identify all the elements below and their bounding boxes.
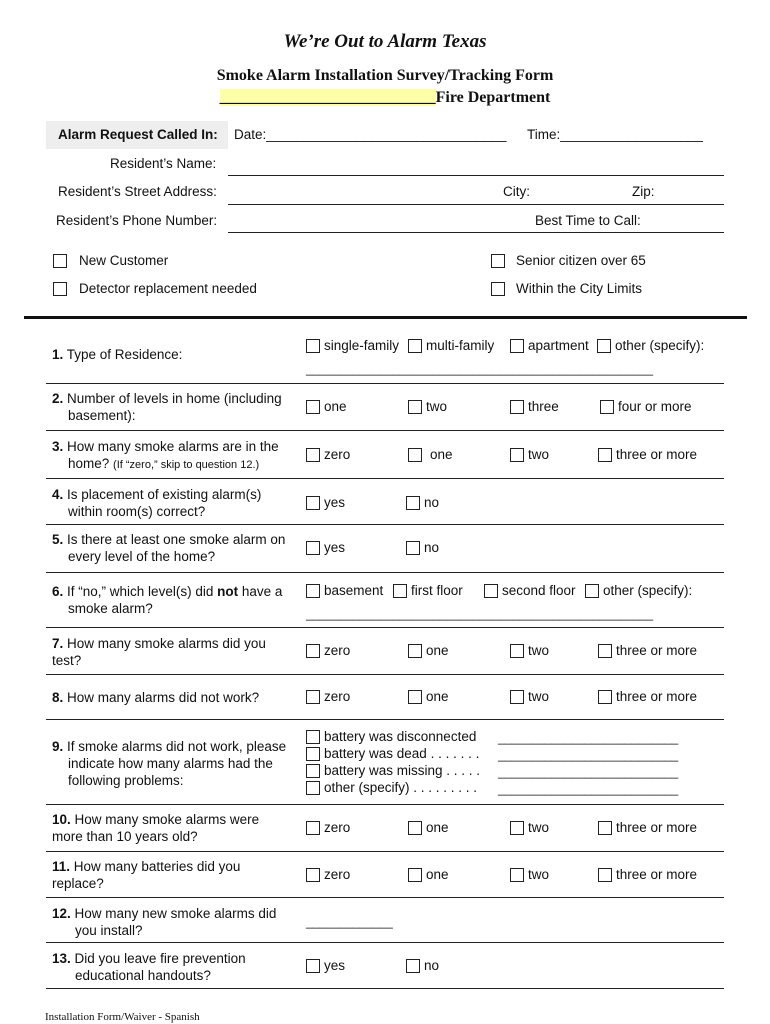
checkbox-icon	[306, 959, 320, 973]
checkbox-icon	[510, 339, 524, 353]
option-label: other (specify) . . . . . . . . .	[324, 780, 478, 795]
option-label: three or more	[616, 867, 698, 882]
question-number: 13.	[52, 951, 71, 966]
time-field[interactable]: Time:___________________	[527, 127, 703, 142]
q8-option-three-or-more[interactable]	[598, 689, 697, 704]
checkbox-icon	[484, 584, 498, 598]
called-in-label: Alarm Request Called In:	[58, 127, 218, 142]
checkbox-icon	[306, 747, 320, 761]
question-text: If “no,” which level(s) did	[67, 584, 218, 599]
option-label: three or more	[616, 447, 698, 462]
checkbox-icon	[306, 496, 320, 510]
row-divider	[46, 719, 724, 720]
checkbox-icon	[600, 400, 614, 414]
checkbox-icon	[306, 448, 320, 462]
question-13	[52, 950, 246, 984]
checkbox-icon	[306, 644, 320, 658]
question-number: 4.	[52, 487, 64, 502]
checkbox-icon	[306, 730, 320, 744]
question-text: How many alarms did not work?	[67, 690, 260, 705]
q8-option-zero[interactable]	[306, 689, 350, 704]
city-label: City:	[503, 184, 530, 199]
question-number: 7.	[52, 636, 64, 651]
phone-field[interactable]	[228, 232, 724, 233]
resident-name-field[interactable]	[228, 175, 724, 176]
question-2	[52, 390, 282, 424]
checkbox-icon	[306, 781, 320, 795]
q2-option-two[interactable]	[408, 399, 447, 414]
senior-label: Senior citizen over 65	[516, 253, 646, 268]
option-label: three or more	[616, 689, 698, 704]
option-label: battery was disconnected	[324, 729, 477, 744]
q6-option-first-floor[interactable]	[393, 583, 463, 598]
question-7	[52, 635, 266, 669]
option-label: apartment	[528, 338, 589, 353]
row-divider	[46, 430, 724, 431]
question-9	[52, 738, 286, 789]
question-text: Did you leave fire prevention	[74, 951, 246, 966]
option-label: battery was missing . . . . .	[324, 763, 481, 778]
option-label: one	[324, 399, 347, 414]
checkbox-icon	[306, 584, 320, 598]
date-field[interactable]: Date:________________________________	[234, 127, 507, 142]
option-label: zero	[324, 867, 351, 882]
resident-name-label: Resident’s Name:	[110, 156, 217, 171]
option-label: first floor	[411, 583, 463, 598]
zip-label: Zip:	[632, 184, 655, 199]
checkbox-icon	[408, 400, 422, 414]
option-label: second floor	[502, 583, 576, 598]
option-label: three or more	[616, 643, 698, 658]
q11-option-three-or-more[interactable]	[598, 867, 697, 882]
checkbox-icon	[598, 644, 612, 658]
row-divider	[46, 988, 724, 989]
q9-problem-other[interactable]	[306, 780, 477, 795]
option-label: one	[426, 820, 449, 835]
question-text: you install?	[75, 923, 143, 938]
checkbox-icon	[510, 690, 524, 704]
checkbox-icon	[510, 644, 524, 658]
option-label: other (specify):	[615, 338, 705, 353]
question-10	[52, 811, 259, 845]
option-label: no	[424, 958, 440, 973]
row-divider	[46, 524, 724, 525]
option-label: zero	[324, 689, 351, 704]
q13-option-yes[interactable]	[306, 958, 345, 973]
form-title: We’re Out to Alarm Texas	[283, 31, 487, 52]
checkbox-icon	[598, 448, 612, 462]
question-text: have a	[238, 584, 283, 599]
form-subtitle: Smoke Alarm Installation Survey/Tracking Form	[216, 67, 554, 84]
checkbox-icon	[408, 868, 422, 882]
option-label: one	[426, 643, 449, 658]
option-label: three	[528, 399, 559, 414]
checkbox-icon	[306, 690, 320, 704]
option-label: two	[528, 689, 550, 704]
option-label: basement	[324, 583, 384, 598]
option-label: single-family	[324, 338, 400, 353]
q1-option-multi-family[interactable]	[408, 338, 494, 353]
row-divider	[46, 804, 724, 805]
question-text: smoke alarm?	[68, 601, 153, 616]
q9-blank-other[interactable]: ___________________________	[498, 782, 679, 796]
question-number: 1.	[52, 347, 64, 362]
department-label: Fire Department	[435, 89, 551, 106]
q9-blank-missing[interactable]: ___________________________	[498, 765, 679, 779]
question-text: How many smoke alarms are in the	[67, 439, 279, 454]
question-text: How many smoke alarms did you	[67, 636, 266, 651]
q11-option-two[interactable]	[510, 867, 549, 882]
checkbox-icon	[598, 690, 612, 704]
option-label: four or more	[618, 399, 692, 414]
option-label: other (specify):	[603, 583, 693, 598]
q11-option-one[interactable]	[408, 867, 449, 882]
option-label: one	[426, 689, 449, 704]
question-number: 11.	[52, 859, 71, 874]
question-text: How many new smoke alarms did	[74, 906, 277, 921]
q7-option-two[interactable]	[510, 643, 549, 658]
question-text: If smoke alarms did not work, please	[67, 739, 287, 754]
question-11	[52, 858, 240, 892]
q12-count-blank[interactable]: _____________	[306, 915, 393, 929]
question-number: 5.	[52, 532, 64, 547]
question-text: Type of Residence:	[66, 347, 183, 362]
option-label: battery was dead . . . . . . .	[324, 746, 480, 761]
checkbox-icon	[406, 959, 420, 973]
q3-option-one[interactable]	[408, 447, 453, 462]
footer-text: Installation Form/Waiver - Spanish	[45, 1011, 200, 1023]
checkbox-icon	[510, 821, 524, 835]
question-text: indicate how many alarms had the	[68, 756, 273, 771]
question-text: following problems:	[68, 773, 184, 788]
q9-problem-disconnected[interactable]	[306, 729, 476, 744]
detector-replacement-label: Detector replacement needed	[79, 281, 257, 296]
checkbox-icon	[585, 584, 599, 598]
row-divider	[46, 627, 724, 628]
q8-option-two[interactable]	[510, 689, 549, 704]
checkbox-icon	[597, 339, 611, 353]
q2-option-one[interactable]	[306, 399, 347, 414]
question-text: every level of the home?	[68, 549, 216, 564]
question-4	[52, 486, 261, 520]
option-label: zero	[324, 643, 351, 658]
q6-option-basement[interactable]	[306, 583, 383, 598]
question-text: Is placement of existing alarm(s)	[67, 487, 262, 502]
question-1	[52, 346, 182, 363]
q1-other-blank[interactable]: ____________________________________________________	[306, 362, 654, 376]
question-text: basement):	[68, 408, 136, 423]
q8-option-one[interactable]	[408, 689, 449, 704]
checkbox-icon	[53, 282, 67, 296]
question-text: Is there at least one smoke alarm on	[67, 532, 286, 547]
department-line	[0, 89, 770, 107]
q3-option-three-or-more[interactable]	[598, 447, 697, 462]
q1-option-single-family[interactable]	[306, 338, 399, 353]
question-text: home?	[68, 456, 110, 471]
question-emphasis: not	[217, 584, 239, 599]
question-5	[52, 531, 285, 565]
new-customer-label: New Customer	[79, 253, 169, 268]
checkbox-icon	[53, 254, 67, 268]
checkbox-icon	[306, 541, 320, 555]
q10-option-one[interactable]	[408, 820, 449, 835]
q4-option-no[interactable]	[406, 495, 439, 510]
option-label: zero	[324, 820, 351, 835]
q1-option-apartment[interactable]	[510, 338, 589, 353]
question-text: within room(s) correct?	[68, 504, 206, 519]
city-limits-label: Within the City Limits	[516, 281, 643, 296]
question-number: 12.	[52, 906, 71, 921]
q10-option-two[interactable]	[510, 820, 549, 835]
row-divider	[46, 942, 724, 943]
question-number: 2.	[52, 391, 64, 406]
checkbox-icon	[306, 868, 320, 882]
street-address-label: Resident’s Street Address:	[58, 184, 217, 199]
q9-blank-disconnected[interactable]: ___________________________	[498, 731, 679, 745]
question-number: 9.	[52, 739, 64, 754]
option-label: two	[528, 867, 550, 882]
question-12	[52, 905, 276, 939]
senior-checkbox[interactable]	[491, 253, 646, 268]
q11-option-zero[interactable]	[306, 867, 350, 882]
row-divider	[46, 897, 724, 898]
new-customer-checkbox[interactable]	[53, 253, 168, 268]
option-label: two	[528, 820, 550, 835]
option-label: two	[528, 643, 550, 658]
q3-option-zero[interactable]	[306, 447, 350, 462]
q1-option-other[interactable]	[597, 338, 704, 353]
checkbox-icon	[510, 448, 524, 462]
checkbox-icon	[408, 339, 422, 353]
checkbox-icon	[510, 400, 524, 414]
question-3	[52, 438, 279, 474]
checkbox-icon	[306, 339, 320, 353]
department-blank[interactable]: ___________________________	[219, 89, 436, 106]
checkbox-icon	[408, 644, 422, 658]
option-label: one	[430, 447, 453, 462]
option-label: two	[528, 447, 550, 462]
q5-option-yes[interactable]	[306, 540, 345, 555]
skip-note: (If “zero,” skip to question 12.)	[113, 459, 260, 471]
checkbox-icon	[306, 821, 320, 835]
question-number: 6.	[52, 584, 64, 599]
q7-option-zero[interactable]	[306, 643, 350, 658]
option-label: yes	[324, 540, 346, 555]
checkbox-icon	[408, 448, 422, 462]
street-address-field[interactable]	[228, 204, 724, 205]
row-divider	[46, 674, 724, 675]
city-limits-checkbox[interactable]	[491, 281, 642, 296]
checkbox-icon	[491, 282, 505, 296]
question-text: test?	[52, 653, 82, 668]
row-divider	[46, 383, 724, 384]
option-label: no	[424, 495, 440, 510]
row-divider	[46, 851, 724, 852]
checkbox-icon	[598, 868, 612, 882]
checkbox-icon	[491, 254, 505, 268]
checkbox-icon	[393, 584, 407, 598]
checkbox-icon	[598, 821, 612, 835]
q7-option-one[interactable]	[408, 643, 449, 658]
q2-option-three[interactable]	[510, 399, 559, 414]
question-number: 8.	[52, 690, 64, 705]
q4-option-yes[interactable]	[306, 495, 345, 510]
q9-blank-dead[interactable]: ___________________________	[498, 748, 679, 762]
checkbox-icon	[306, 400, 320, 414]
checkbox-icon	[408, 690, 422, 704]
option-label: two	[426, 399, 448, 414]
row-divider	[46, 572, 724, 573]
q3-option-two[interactable]	[510, 447, 549, 462]
option-label: multi-family	[426, 338, 495, 353]
question-text: educational handouts?	[75, 968, 211, 983]
q2-option-four-or-more[interactable]	[600, 399, 692, 414]
q7-option-three-or-more[interactable]	[598, 643, 697, 658]
q6-option-other[interactable]	[585, 583, 692, 598]
question-8	[52, 689, 259, 706]
question-text: How many batteries did you	[73, 859, 241, 874]
q10-option-three-or-more[interactable]	[598, 820, 697, 835]
q9-problem-missing[interactable]	[306, 763, 480, 778]
q13-option-no[interactable]	[406, 958, 439, 973]
option-label: no	[424, 540, 440, 555]
checkbox-icon	[406, 496, 420, 510]
question-text: replace?	[52, 876, 104, 891]
q6-other-blank[interactable]: ____________________________________________________	[306, 607, 654, 621]
checkbox-icon	[510, 868, 524, 882]
question-6	[52, 583, 282, 617]
checkbox-icon	[408, 821, 422, 835]
q6-option-second-floor[interactable]	[484, 583, 576, 598]
option-label: one	[426, 867, 449, 882]
option-label: yes	[324, 495, 346, 510]
option-label: yes	[324, 958, 346, 973]
phone-label: Resident’s Phone Number:	[56, 213, 218, 228]
option-label: zero	[324, 447, 351, 462]
detector-replacement-checkbox[interactable]	[53, 281, 257, 296]
checkbox-icon	[306, 764, 320, 778]
question-text: How many smoke alarms were	[74, 812, 260, 827]
question-number: 10.	[52, 812, 71, 827]
question-text: Number of levels in home (including	[67, 391, 282, 406]
q9-problem-dead[interactable]	[306, 746, 479, 761]
checkbox-icon	[406, 541, 420, 555]
best-time-label: Best Time to Call:	[535, 213, 641, 228]
question-number: 3.	[52, 439, 64, 454]
q5-option-no[interactable]	[406, 540, 439, 555]
option-label: three or more	[616, 820, 698, 835]
section-divider	[24, 316, 747, 319]
question-text: more than 10 years old?	[52, 829, 198, 844]
row-divider	[46, 478, 724, 479]
q10-option-zero[interactable]	[306, 820, 350, 835]
